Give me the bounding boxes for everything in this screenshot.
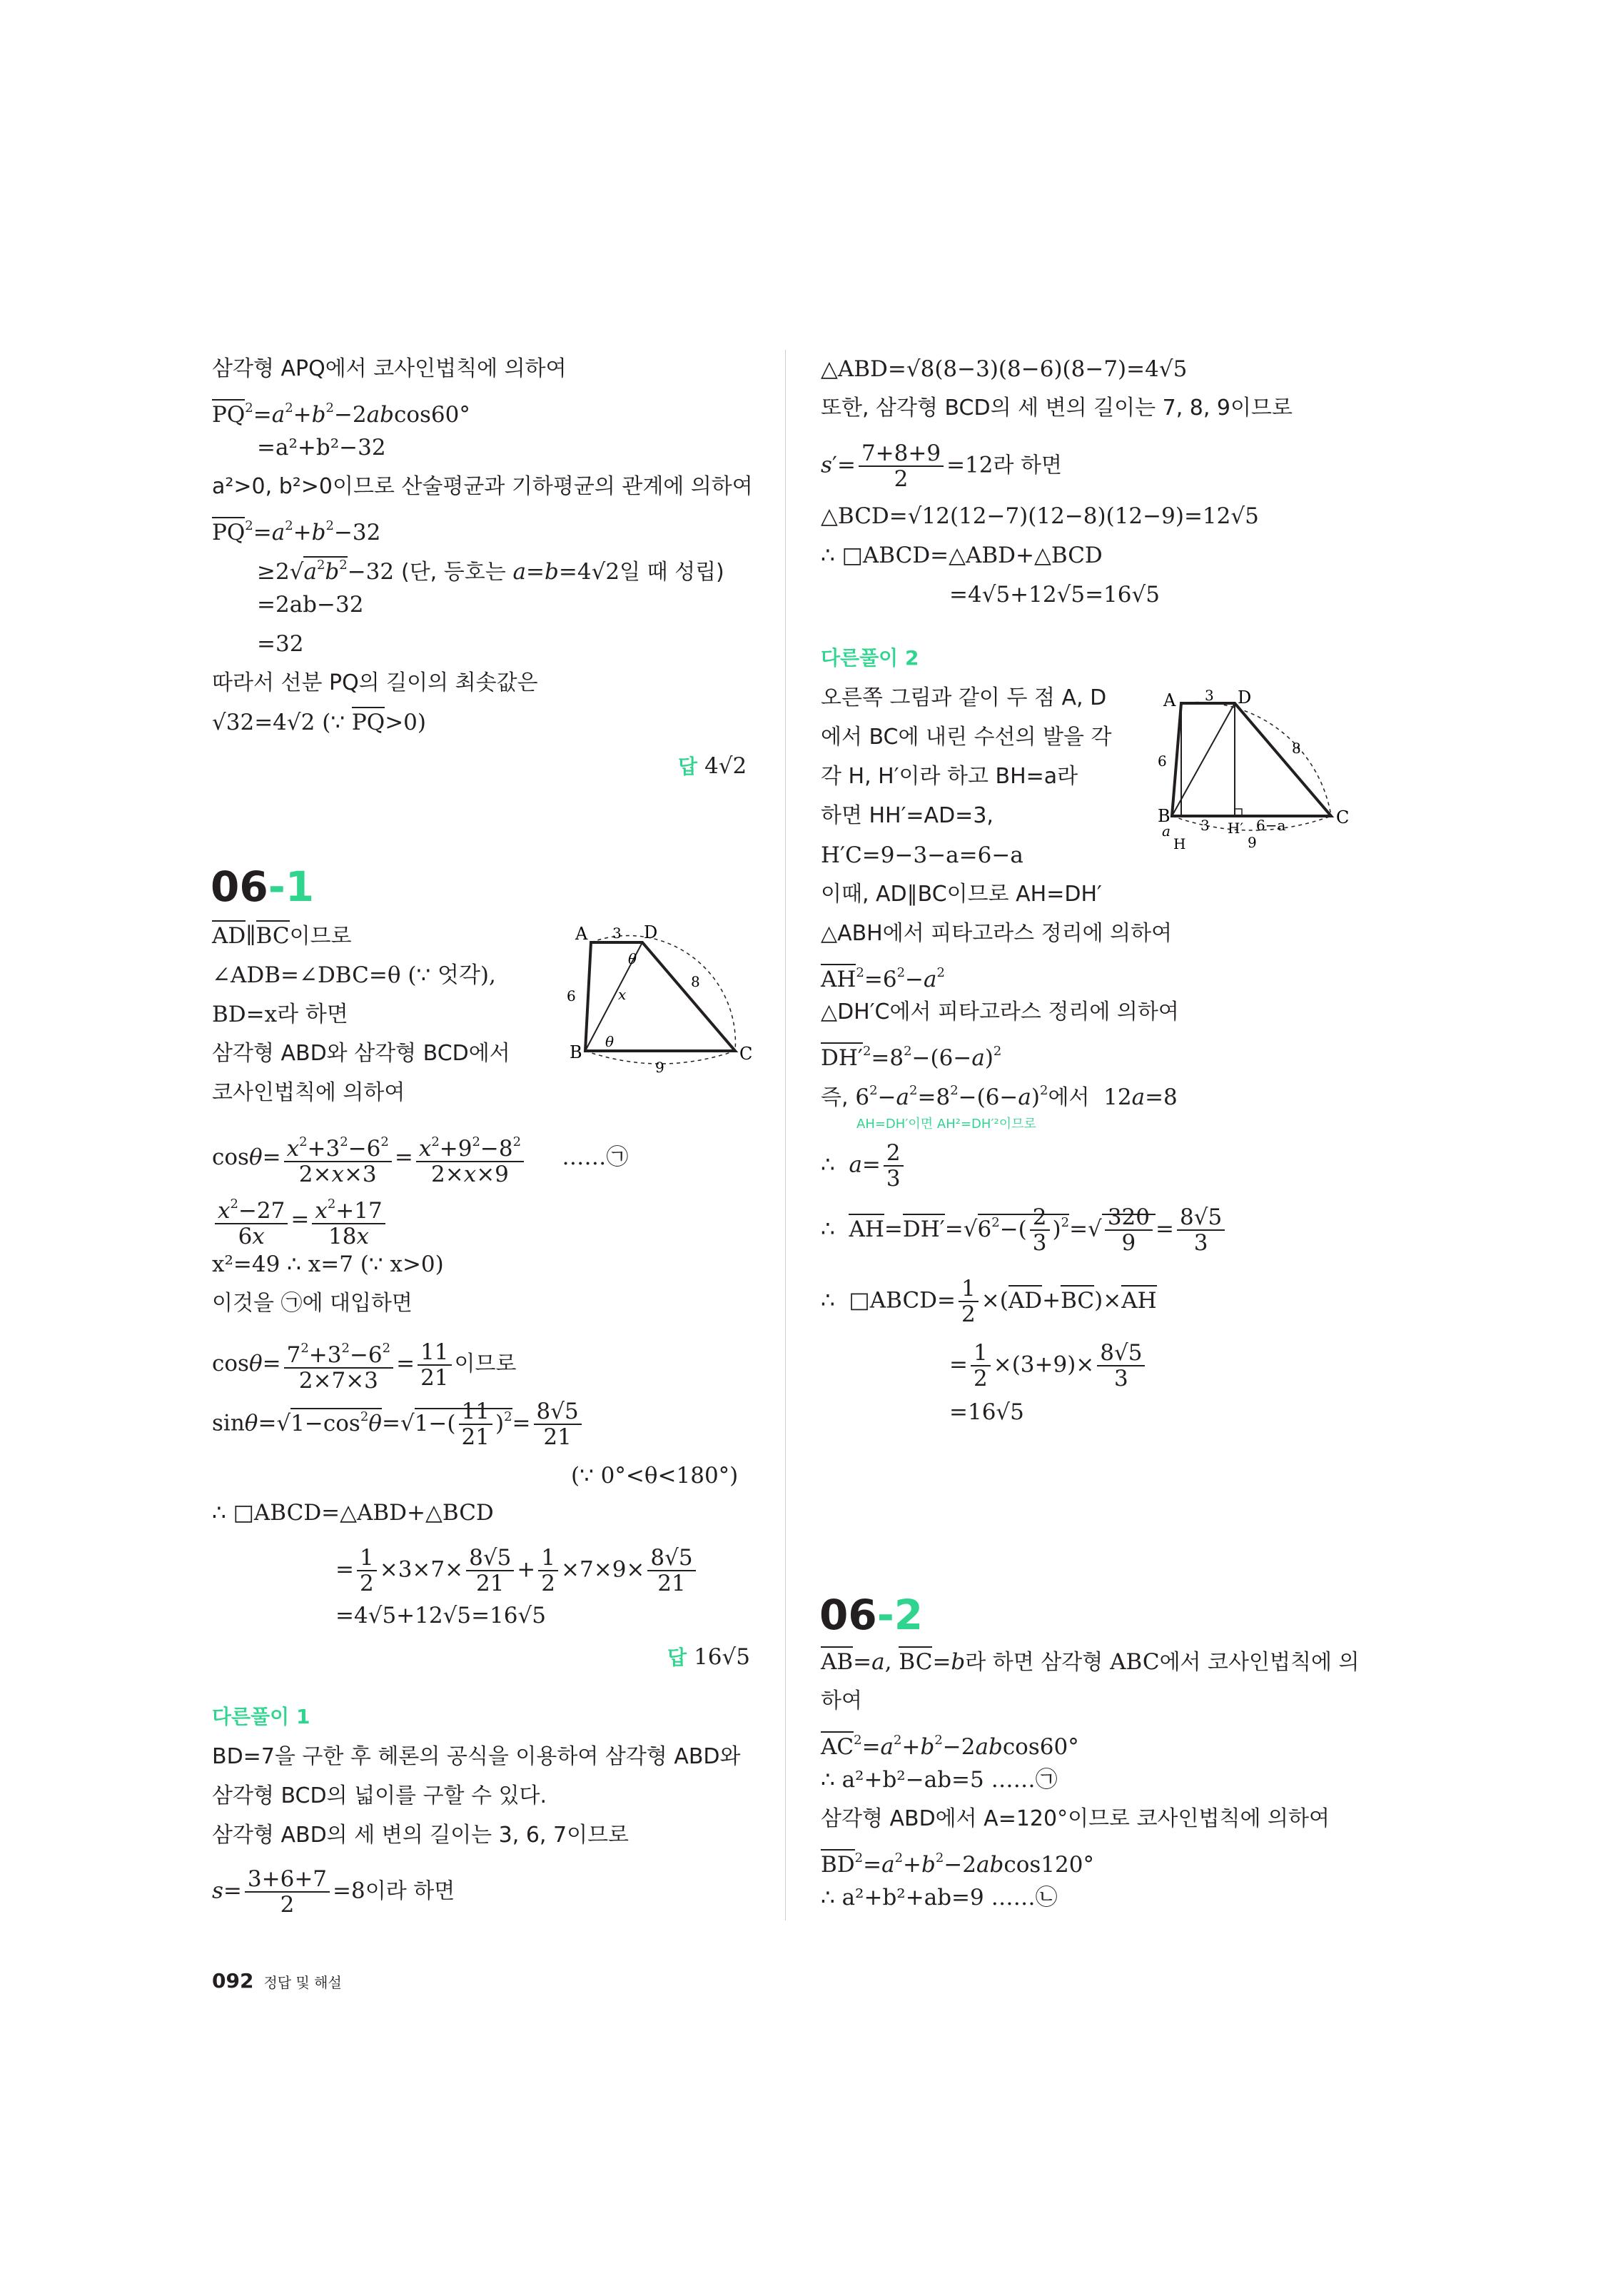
heron-s-eq: s= $\frac{3+6+7}{2}$ =8이라 하면 bbox=[212, 1866, 455, 1918]
label-6-minus-a: 6−a bbox=[1256, 817, 1286, 834]
s061-line-3: 삼각형 ABD와 삼각형 BCD에서 bbox=[212, 1041, 510, 1066]
column-divider bbox=[785, 350, 786, 1920]
answer-1-value: 4√2 bbox=[704, 753, 747, 779]
label-h-prime: H′ bbox=[1228, 820, 1243, 837]
alt2-line-7: △ABH에서 피타고라스 정리에 의하여 bbox=[821, 921, 1173, 946]
alt2-line-6: 이때, AD∥BC이므로 AH=DH′ bbox=[821, 882, 1102, 907]
answer-2: 답 16√5 bbox=[667, 1644, 750, 1670]
pq-squared-eq-2: $PQ^2=a^2+b^2-32$ bbox=[212, 518, 381, 545]
intro-line-3: a²>0, b²>0이므로 산술평균과 기하평균의 관계에 의하여 bbox=[212, 474, 753, 499]
height-value: ∴ $AH=DH'=√6^2-$( $\frac{2}{3}$ )$^2$=√ $\frac{320}{9}$ = $\frac{8√5}{3}$ bbox=[821, 1205, 1228, 1255]
ah-squared-eq: $AH^2=6^2-a^2$ bbox=[821, 965, 945, 992]
section-06-1-title: 06-1 bbox=[211, 862, 315, 911]
label-d: D bbox=[644, 922, 658, 942]
page-number: 092 bbox=[212, 1969, 254, 1993]
label-h: H bbox=[1173, 835, 1186, 852]
label-theta-bottom: θ bbox=[605, 1033, 615, 1050]
cos-theta-eq: cosθ= $\frac{x^2+3^2-6^2}{2\times x\times 3}$ = $\frac{x^2+9^2-8^2}{2\times x\times 9}$ ……㉠ bbox=[212, 1130, 628, 1187]
label-b: B bbox=[570, 1042, 582, 1062]
dashed-arc-bottom bbox=[1172, 816, 1331, 830]
s061-line-9: =4√5+12√5=16√5 bbox=[335, 1603, 546, 1628]
label-b: B bbox=[1158, 806, 1171, 826]
heron-s-prime-eq: s′= $\frac{7+8+9}{2}$ =12라 하면 bbox=[821, 440, 1062, 492]
intro-line-2: =a²+b²−32 bbox=[257, 435, 386, 460]
intro-line-6: 따라서 선분 PQ의 길이의 최솟값은 bbox=[212, 670, 538, 695]
label-3-bottom: 3 bbox=[1200, 817, 1210, 834]
label-a-len: a bbox=[1162, 822, 1171, 840]
r-line-3: △BCD=√12(12−7)(12−8)(12−9)=12√5 bbox=[821, 503, 1259, 529]
alt-solution-2-title: 다른풀이 2 bbox=[821, 646, 919, 670]
s062-line-3: 삼각형 ABD에서 A=120°이므로 코사인법칙에 의하여 bbox=[821, 1806, 1330, 1831]
bd-squared-eq: $BD^2=a^2+b^2-2abcos120^\circ$ bbox=[821, 1851, 1094, 1878]
alt2-note: AH=DH′이면 AH²=DH′²이므로 bbox=[856, 1117, 1036, 1132]
ac-squared-eq: $AC^2=a^2+b^2-2abcos60^\circ$ bbox=[821, 1733, 1079, 1760]
area-formula: ∴ □ABCD= $\frac{1}{2}$ ×(AD+BC)×AH bbox=[821, 1276, 1157, 1327]
alt2-line-9: =16√5 bbox=[949, 1399, 1024, 1425]
r-line-2: 또한, 삼각형 BCD의 세 변의 길이는 7, 8, 9이므로 bbox=[821, 396, 1293, 421]
s061-line-4: 코사인법칙에 의하여 bbox=[212, 1080, 405, 1105]
label-a: A bbox=[575, 924, 588, 944]
s061-line-1: ∠ADB=∠DBC=θ (∵ 엇각), bbox=[212, 962, 496, 988]
footer-label: 정답 및 해설 bbox=[263, 1974, 342, 1991]
label-9: 9 bbox=[1248, 834, 1257, 851]
s062-line-2: ∴ a²+b²−ab=5 ……㉠ bbox=[821, 1767, 1058, 1793]
alt2-line-1: 오른쪽 그림과 같이 두 점 A, D bbox=[821, 685, 1107, 710]
r-line-1: △ABD=√8(8−3)(8−6)(8−7)=4√5 bbox=[821, 356, 1188, 382]
s061-line-5: x²=49 ∴ x=7 (∵ x>0) bbox=[212, 1252, 444, 1277]
label-a: A bbox=[1163, 690, 1176, 710]
quad-abcd bbox=[1172, 703, 1331, 816]
solve-a-eq: 즉, $6^2-a^2=8^2-(6-a)^2$에서 12a=8 bbox=[821, 1083, 1178, 1110]
area-substitute: = $\frac{1}{2}$ ×(3+9)× $\frac{8√5}{3}$ bbox=[949, 1341, 1148, 1391]
alt1-line-2: 삼각형 BCD의 넓이를 구할 수 있다. bbox=[212, 1783, 547, 1808]
min-value-eq: √32=4√2 (∵ PQ>0) bbox=[212, 706, 426, 739]
answer-2-value: 16√5 bbox=[694, 1644, 750, 1670]
intro-line-4: =2ab−32 bbox=[257, 592, 364, 618]
section-06-2-title: 06-2 bbox=[819, 1591, 924, 1639]
alt2-line-4: 하면 HH′=AD=3, bbox=[821, 803, 993, 828]
s062-line-4: ∴ a²+b²+ab=9 ……㉡ bbox=[821, 1885, 1058, 1910]
sin-theta-value: $\sin\theta=√1-\cos^2\theta=√1-$( $\frac{11}{21}$ )$^2$= $\frac{8√5}{21}$ bbox=[212, 1399, 585, 1449]
quadrilateral-figure-1 bbox=[557, 921, 757, 1076]
am-gm-inequality: $\ge 2√a^2b^2-32$ (단, 등호는 a=b=4√2일 때 성립) bbox=[257, 558, 724, 585]
label-6: 6 bbox=[567, 987, 576, 1004]
label-9: 9 bbox=[655, 1059, 664, 1076]
intro-line-1: 삼각형 APQ에서 코사인법칙에 의하여 bbox=[212, 356, 567, 381]
dh-squared-eq: $DH'^2=8^2-(6-a)^2$ bbox=[821, 1044, 1002, 1071]
answer-1: 답 4√2 bbox=[678, 753, 747, 779]
alt-solution-1-title: 다른풀이 1 bbox=[212, 1705, 310, 1728]
label-6: 6 bbox=[1158, 752, 1167, 770]
label-d: D bbox=[1238, 688, 1252, 708]
r-line-4: ∴ □ABCD=△ABD+△BCD bbox=[821, 543, 1103, 568]
label-3-top: 3 bbox=[1205, 687, 1214, 704]
alt2-line-3: 각 H, H′이라 하고 BH=a라 bbox=[821, 764, 1078, 789]
s062-line-1: 하여 bbox=[821, 1688, 862, 1713]
cos-theta-value: cosθ= $\frac{7^2+3^2-6^2}{2\times 7\times 3}$ = $\frac{11}{21}$ 이므로 bbox=[212, 1336, 516, 1393]
label-theta-top: θ bbox=[628, 950, 637, 967]
fraction-eq: $\frac{x^2-27}{6x}$ = $\frac{x^2+17}{18x}$ bbox=[212, 1192, 388, 1249]
s062-intro: AB=a, BC=b라 하면 삼각형 ABC에서 코사인법칙에 의 bbox=[821, 1646, 1359, 1679]
quadrilateral-figure-2 bbox=[1149, 682, 1363, 867]
page-footer bbox=[212, 1969, 342, 1993]
r-line-5: =4√5+12√5=16√5 bbox=[949, 582, 1160, 608]
label-3: 3 bbox=[612, 925, 622, 942]
alt2-line-8: △DH′C에서 피타고라스 정리에 의하여 bbox=[821, 1000, 1179, 1024]
label-c: C bbox=[739, 1044, 753, 1064]
parallel-statement: AD∥BC이므로 bbox=[212, 920, 352, 953]
s061-line-7: (∵ 0°<θ<180°) bbox=[571, 1463, 739, 1489]
s061-line-8: ∴ □ABCD=△ABD+△BCD bbox=[212, 1500, 494, 1526]
s061-line-6: 이것을 ㉠에 대입하면 bbox=[212, 1291, 413, 1316]
alt2-line-2: 에서 BC에 내린 수선의 발을 각 bbox=[821, 725, 1112, 750]
pq-squared-eq: $PQ^2=a^2+b^2-2abcos60^\circ$ bbox=[212, 401, 470, 428]
label-c: C bbox=[1336, 807, 1350, 827]
a-value: ∴ a= $\frac{2}{3}$ bbox=[821, 1141, 906, 1191]
label-8: 8 bbox=[1292, 740, 1301, 757]
alt1-line-3: 삼각형 ABD의 세 변의 길이는 3, 6, 7이므로 bbox=[212, 1823, 630, 1848]
label-8: 8 bbox=[691, 973, 700, 990]
intro-line-5: =32 bbox=[257, 631, 304, 657]
label-x: x bbox=[618, 986, 627, 1003]
s061-line-2: BD=x라 하면 bbox=[212, 1002, 348, 1027]
alt2-line-5: H′C=9−3−a=6−a bbox=[821, 842, 1023, 868]
area-sum-eq: = $\frac{1}{2}$ ×3×7× $\frac{8√5}{21}$ + $\frac{1}{2}$ ×7×9× $\frac{8√5}{21}$ bbox=[335, 1546, 699, 1596]
alt1-line-1: BD=7을 구한 후 헤론의 공식을 이용하여 삼각형 ABD와 bbox=[212, 1744, 741, 1769]
